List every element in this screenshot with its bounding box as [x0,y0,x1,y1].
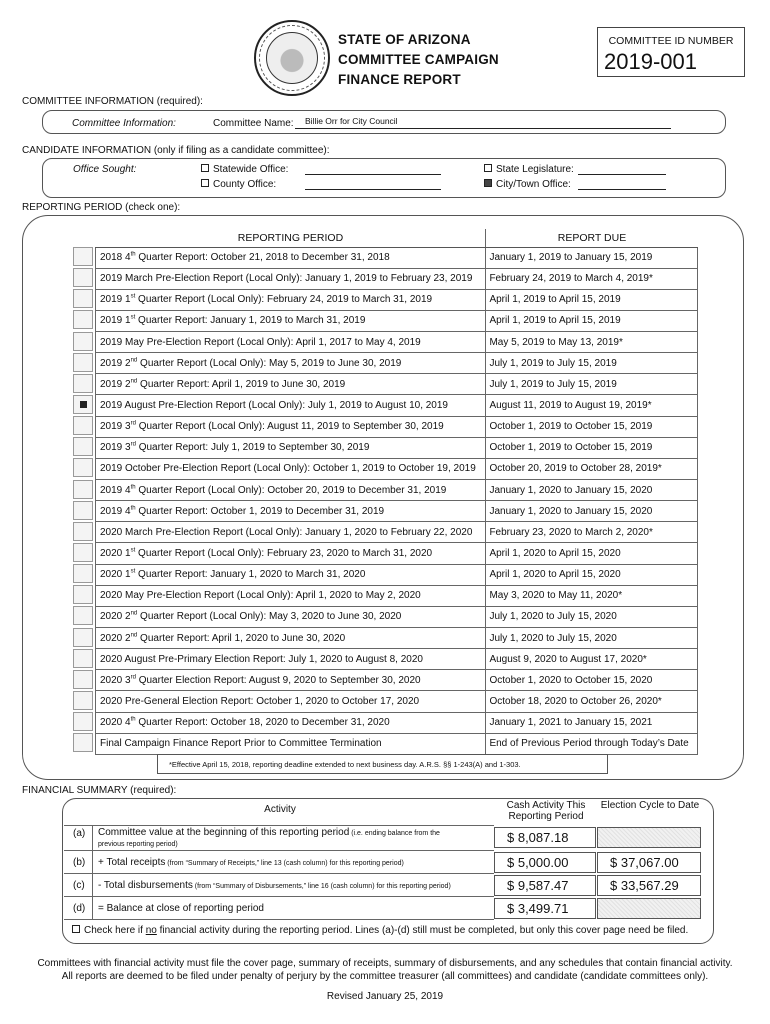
reporting-period-text: 2020 March Pre-Election Report (Local Only): January 1, 2020 to February 22, 2020 [96,522,486,543]
reporting-period-row[interactable] [96,416,698,437]
cash-activity-field[interactable]: $ 3,499.71 [494,898,596,919]
reporting-period-checkbox[interactable] [73,543,93,562]
col-cash-activity: Cash Activity This Reporting Period [506,800,586,822]
title-line-3: FINANCE REPORT [338,72,461,87]
candidate-info-box [42,158,726,198]
statewide-label: Statewide Office: [213,164,289,175]
committee-id-label: COMMITTEE ID NUMBER [608,35,734,47]
reporting-period-row[interactable] [96,585,698,606]
no-activity-text-2: financial activity during the reporting period. Lines (a)-(d) still must be completed, but only this cover page need be filed. [156,925,689,936]
reporting-period-row[interactable] [96,332,698,353]
city-label: City/Town Office: [496,179,571,190]
report-due-text: January 1, 2020 to January 15, 2020 [486,480,698,501]
revised-date: Revised January 25, 2019 [326,991,444,1002]
county-office-option[interactable] [201,179,276,190]
reporting-period-text: 2020 2nd Quarter Report (Local Only): May 3, 2020 to June 30, 2020 [96,606,486,627]
reporting-period-text: 2019 4th Quarter Report (Local Only): October 20, 2019 to December 31, 2019 [96,480,486,501]
report-due-text: May 3, 2020 to May 11, 2020* [486,585,698,606]
financial-summary-row [64,897,494,920]
reporting-period-table [95,229,698,755]
footer-notice [0,957,770,983]
reporting-period-checkbox[interactable] [73,437,93,456]
reporting-period-text: 2020 2nd Quarter Report: April 1, 2020 to June 30, 2020 [96,628,486,649]
report-due-text: February 24, 2019 to March 4, 2019* [486,268,698,289]
reporting-period-row[interactable] [96,564,698,585]
county-checkbox[interactable] [201,179,209,187]
reporting-period-checkbox[interactable] [73,564,93,583]
committee-name-field[interactable]: Billie Orr for City Council [305,116,398,126]
state-legislature-option[interactable] [484,164,574,175]
report-due-text: April 1, 2019 to April 15, 2019 [486,310,698,331]
election-cycle-field [597,898,701,919]
committee-name-label: Committee Name: [213,118,294,129]
reporting-period-checkbox[interactable] [73,289,93,308]
reporting-period-text: 2019 1st Quarter Report: January 1, 2019 to March 31, 2019 [96,310,486,331]
reporting-period-checkbox[interactable] [73,374,93,393]
report-due-text: February 23, 2020 to March 2, 2020* [486,522,698,543]
report-due-text: May 5, 2019 to May 13, 2019* [486,332,698,353]
row-activity-text: + Total receipts (from “Summary of Receipts,” line 13 (cash column) for this reporting period) [98,857,404,868]
reporting-period-row[interactable] [96,480,698,501]
reporting-period-checkbox[interactable] [73,691,93,710]
report-due-text: End of Previous Period through Today’s Date [486,733,698,754]
col-election-cycle: Election Cycle to Date [600,800,700,811]
reporting-period-text: 2020 3rd Quarter Election Report: August 9, 2020 to September 30, 2020 [96,670,486,691]
office-sought-label: Office Sought: [73,164,137,175]
report-due-text: January 1, 2020 to January 15, 2020 [486,501,698,522]
reporting-period-text: 2018 4th Quarter Report: October 21, 2018 to December 31, 2018 [96,247,486,268]
row-letter: (a) [73,828,86,839]
arizona-state-seal-icon [254,20,330,96]
reporting-period-row[interactable] [96,501,698,522]
reporting-period-row[interactable] [96,353,698,374]
cash-activity-field[interactable]: $ 8,087.18 [494,827,596,848]
row-letter: (b) [73,857,86,868]
report-due-text: July 1, 2020 to July 15, 2020 [486,628,698,649]
reporting-period-checkbox[interactable] [73,395,93,414]
financial-summary-heading: FINANCIAL SUMMARY (required): [22,785,177,796]
city-town-office-option[interactable] [484,179,571,190]
reporting-period-text: 2019 2nd Quarter Report (Local Only): May 5, 2019 to June 30, 2019 [96,353,486,374]
reporting-period-row[interactable] [96,374,698,395]
reporting-period-text: 2020 1st Quarter Report: January 1, 2020 to March 31, 2020 [96,564,486,585]
reporting-period-text: 2019 March Pre-Election Report (Local Only): January 1, 2019 to February 23, 2019 [96,268,486,289]
reporting-period-text: 2019 3rd Quarter Report (Local Only): August 11, 2019 to September 30, 2019 [96,416,486,437]
financial-summary-row [64,874,494,897]
statewide-office-option[interactable] [201,164,288,175]
reporting-period-text: 2019 3rd Quarter Report: July 1, 2019 to September 30, 2019 [96,437,486,458]
reporting-period-checkbox[interactable] [73,733,93,752]
reporting-period-checkbox[interactable] [73,416,93,435]
report-due-text: January 1, 2021 to January 15, 2021 [486,712,698,733]
statewide-checkbox[interactable] [201,164,209,172]
title-line-1: STATE OF ARIZONA [338,32,471,47]
reporting-period-checkbox[interactable] [73,480,93,499]
reporting-period-checkbox[interactable] [73,268,93,287]
report-due-text: January 1, 2019 to January 15, 2019 [486,247,698,268]
no-activity-option[interactable] [72,925,688,936]
reporting-period-checkbox[interactable] [73,522,93,541]
reporting-period-text: 2020 1st Quarter Report (Local Only): February 23, 2020 to March 31, 2020 [96,543,486,564]
reporting-period-row[interactable] [96,712,698,733]
reporting-period-heading: REPORTING PERIOD (check one): [22,202,181,213]
reporting-period-checkbox[interactable] [73,501,93,520]
reporting-period-row[interactable] [96,247,698,268]
reporting-period-row[interactable] [96,437,698,458]
reporting-period-text: 2019 May Pre-Election Report (Local Only): April 1, 2017 to May 4, 2019 [96,332,486,353]
legislature-label: State Legislature: [496,164,574,175]
reporting-period-row[interactable] [96,310,698,331]
reporting-period-text: 2019 4th Quarter Report: October 1, 2019 to December 31, 2019 [96,501,486,522]
report-due-text: April 1, 2019 to April 15, 2019 [486,289,698,310]
col-report-due: REPORT DUE [486,229,698,247]
reporting-period-text: 2019 2nd Quarter Report: April 1, 2019 to June 30, 2019 [96,374,486,395]
committee-id-field[interactable]: 2019-001 [604,49,697,74]
reporting-period-checkbox[interactable] [73,332,93,351]
reporting-period-row[interactable] [96,733,698,754]
report-due-text: July 1, 2019 to July 15, 2019 [486,374,698,395]
col-activity: Activity [264,804,296,815]
reporting-period-checkbox[interactable] [73,458,93,477]
reporting-period-text: 2020 May Pre-Election Report (Local Only): April 1, 2020 to May 2, 2020 [96,585,486,606]
report-due-text: July 1, 2019 to July 15, 2019 [486,353,698,374]
election-cycle-field[interactable]: $ 37,067.00 [597,852,701,873]
reporting-period-row[interactable] [96,691,698,712]
row-activity-text: Committee value at the beginning of this reporting period (i.e. ending balance from the previous reporting period) [98,827,440,848]
candidate-info-heading: CANDIDATE INFORMATION (only if filing as a candidate committee): [22,145,330,156]
reporting-period-row[interactable] [96,670,698,691]
report-due-text: April 1, 2020 to April 15, 2020 [486,543,698,564]
reporting-period-text: 2020 Pre-General Election Report: October 1, 2020 to October 17, 2020 [96,691,486,712]
title-line-2: COMMITTEE CAMPAIGN [338,52,499,67]
committee-info-heading: COMMITTEE INFORMATION (required): [22,96,203,107]
reporting-period-row[interactable] [96,268,698,289]
election-cycle-field [597,827,701,848]
reporting-period-checkbox[interactable] [73,310,93,329]
reporting-period-row[interactable] [96,522,698,543]
row-activity-text: = Balance at close of reporting period [98,903,264,914]
col-reporting-period: REPORTING PERIOD [96,229,486,247]
report-due-text: August 9, 2020 to August 17, 2020* [486,649,698,670]
reporting-period-checkbox[interactable] [73,670,93,689]
reporting-period-row[interactable] [96,458,698,479]
committee-id-box [597,27,745,77]
election-cycle-field[interactable]: $ 33,567.29 [597,875,701,896]
footer-line-2: All reports are deemed to be filed under penalty of perjury by the committee treasurer (all committees) and candidate (candidate committees only). [61,971,709,982]
reporting-period-row[interactable] [96,543,698,564]
reporting-period-row[interactable] [96,628,698,649]
reporting-period-text: 2020 August Pre-Primary Election Report: July 1, 2020 to August 8, 2020 [96,649,486,670]
row-letter: (c) [73,880,85,891]
financial-summary-row [64,851,494,874]
reporting-period-text: 2019 1st Quarter Report (Local Only): February 24, 2019 to March 31, 2019 [96,289,486,310]
row-letter: (d) [73,903,86,914]
reporting-period-text: 2019 October Pre-Election Report (Local Only): October 1, 2019 to October 19, 2019 [96,458,486,479]
reporting-period-text: 2020 4th Quarter Report: October 18, 2020 to December 31, 2020 [96,712,486,733]
cash-activity-field[interactable]: $ 5,000.00 [494,852,596,873]
committee-info-label: Committee Information: [72,118,176,129]
reporting-period-checkbox[interactable] [73,606,93,625]
reporting-period-row[interactable] [96,395,698,416]
reporting-period-checkbox[interactable] [73,247,93,266]
reporting-period-checkbox[interactable] [73,649,93,668]
legislature-checkbox[interactable] [484,164,492,172]
reporting-period-text: Final Campaign Finance Report Prior to Committee Termination [96,733,486,754]
reporting-period-checkbox[interactable] [73,353,93,372]
footer-line-1: Committees with financial activity must file the cover page, summary of receipts, summary of disbursements, and any schedules that contain financial activity. [37,958,733,969]
reporting-period-checkboxes [73,247,95,754]
deadline-footnote: *Effective April 15, 2018, reporting deadline extended to next business day. A.R.S. §§ 1-243(A) and 1-303. [157,754,608,774]
report-due-text: October 1, 2020 to October 15, 2020 [486,670,698,691]
reporting-period-text: 2019 August Pre-Election Report (Local Only): July 1, 2019 to August 10, 2019 [96,395,486,416]
no-activity-text-1: Check here if [84,925,146,936]
report-due-text: October 1, 2019 to October 15, 2019 [486,437,698,458]
no-activity-checkbox[interactable] [72,925,80,933]
form-title [338,30,499,90]
report-due-text: October 20, 2019 to October 28, 2019* [486,458,698,479]
row-activity-text: - Total disbursements (from “Summary of Disbursements,” line 16 (cash column) for this reporting period) [98,880,451,891]
city-checkbox[interactable] [484,179,492,187]
reporting-period-row[interactable] [96,606,698,627]
committee-info-box [42,110,726,134]
report-due-text: August 11, 2019 to August 19, 2019* [486,395,698,416]
reporting-period-checkbox[interactable] [73,628,93,647]
county-label: County Office: [213,179,277,190]
reporting-period-checkbox[interactable] [73,585,93,604]
reporting-period-row[interactable] [96,289,698,310]
report-due-text: October 1, 2019 to October 15, 2019 [486,416,698,437]
reporting-period-checkbox[interactable] [73,712,93,731]
report-due-text: October 18, 2020 to October 26, 2020* [486,691,698,712]
report-due-text: July 1, 2020 to July 15, 2020 [486,606,698,627]
cash-activity-field[interactable]: $ 9,587.47 [494,875,596,896]
report-due-text: April 1, 2020 to April 15, 2020 [486,564,698,585]
no-activity-text-no: no [145,925,157,936]
reporting-period-row[interactable] [96,649,698,670]
financial-summary-row [64,826,494,849]
